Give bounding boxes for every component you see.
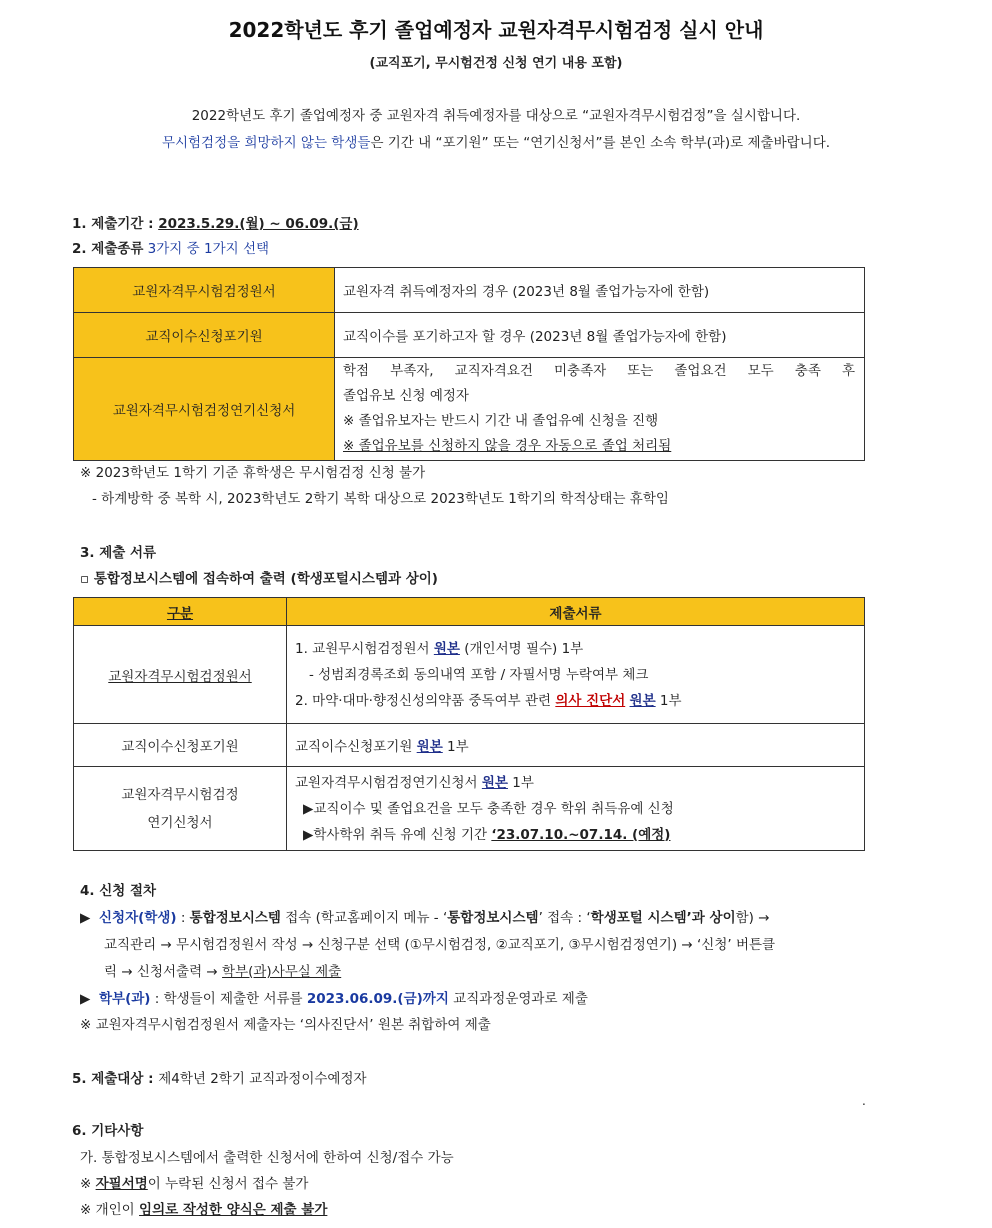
type-desc: 학점 부족자, 교직자격요건 미충족자 또는 졸업요건 모두 충족 후 졸업유보 신청 예정자 ※ 졸업유보자는 반드시 기간 내 졸업유예 신청을 진행 ※ 졸업유보를 신청하지 않을 경우 자동으로 졸업 처리됨 — [335, 358, 865, 461]
procedure-student: ▶ 신청자(학생) : 통합정보시스템 접속 (학교홈페이지 메뉴 - ‘통합정보시스템’ 접속 : ‘학생포털 시스템’과 상이함) → — [80, 910, 770, 926]
submission-types-table — [73, 267, 865, 461]
documents-table — [73, 597, 865, 851]
section-6-heading: 6. 기타사항 — [72, 1123, 144, 1139]
header-kind: 구분 — [74, 598, 287, 626]
doc-list: 1. 교원무시험검정원서 원본 (개인서명 필수) 1부 - 성범죄경록조회 동의내역 포함 / 자필서명 누락여부 체크 2. 마약·대마·향정신성의약품 중독여부 관련 의사 진단서 원본 1부 — [287, 626, 865, 724]
section-2-heading: 2. 제출종류 3가지 중 1가지 선택 — [72, 241, 270, 257]
table-header-row — [74, 598, 865, 626]
submission-period: 2023.5.29.(월) ~ 06.09.(금) — [158, 216, 359, 232]
section-3-sub: ▫ 통합정보시스템에 접속하여 출력 (학생포털시스템과 상이) — [80, 571, 438, 587]
misc-item-2: ※ 자필서명이 누락된 신청서 접수 불가 — [80, 1176, 309, 1192]
doc-kind: 교직이수신청포기원 — [74, 724, 287, 767]
doc-kind: 교원자격무시험검정원서 — [74, 626, 287, 724]
doc-list: 교원자격무시험검정연기신청서 원본 1부 ▶교직이수 및 졸업요건을 모두 충족한 경우 학위 취득유예 신청 ▶학사학위 취득 유예 신청 기간 ‘23.07.10.~07.14. (예정) — [287, 767, 865, 851]
procedure-student-line-3: 릭 → 신청서출력 → 학부(과)사무실 제출 — [104, 964, 342, 980]
stray-dot: . — [862, 1094, 866, 1108]
table-row — [74, 313, 865, 358]
header-docs: 제출서류 — [287, 598, 865, 626]
section-1-period: 1. 제출기간 : 2023.5.29.(월) ~ 06.09.(금) — [72, 216, 359, 232]
procedure-student-line-2: 교직관리 → 무시험검정원서 작성 → 신청구분 선택 (①무시험검정, ②교직포기, ③무시험검정연기) → ‘신청’ 버튼클 — [104, 937, 776, 953]
intro-line-1: 2022학년도 후기 졸업예정자 중 교원자격 취득예정자를 대상으로 “교원자격무시험검정”을 실시합니다. — [191, 108, 801, 124]
table-row — [74, 268, 865, 313]
type-name: 교직이수신청포기원 — [74, 313, 335, 358]
page-title: 2022학년도 후기 졸업예정자 교원자격무시험검정 실시 안내 — [228, 18, 764, 42]
intro-highlight: 무시험검정을 희망하지 않는 학생들 — [161, 135, 371, 151]
doc-kind: 교원자격무시험검정 연기신청서 — [74, 767, 287, 851]
type-desc: 교원자격 취득예정자의 경우 (2023년 8월 졸업가능자에 한함) — [335, 268, 865, 313]
type-desc: 교직이수를 포기하고자 할 경우 (2023년 8월 졸업가능자에 한함) — [335, 313, 865, 358]
misc-item-3: ※ 개인이 임의로 작성한 양식은 제출 불가 — [80, 1202, 328, 1218]
type-name: 교원자격무시험검정연기신청서 — [74, 358, 335, 461]
page-subtitle: (교직포기, 무시험건정 신청 연기 내용 포함) — [369, 56, 623, 71]
doc-list: 교직이수신청포기원 원본 1부 — [287, 724, 865, 767]
table-row — [74, 724, 865, 767]
procedure-note: ※ 교원자격무시험검정원서 제출자는 ‘의사진단서’ 원본 취합하여 제출 — [80, 1017, 491, 1033]
procedure-department: ▶ 학부(과) : 학생들이 제출한 서류를 2023.06.09.(금)까지 교직과정운영과로 제출 — [80, 991, 588, 1007]
table-row — [74, 626, 865, 724]
type-name: 교원자격무시험검정원서 — [74, 268, 335, 313]
section-5-target: 5. 제출대상 : 제4학년 2학기 교직과정이수예정자 — [72, 1071, 367, 1087]
table-row — [74, 358, 865, 461]
table-row — [74, 767, 865, 851]
intro-line-2: 무시험검정을 희망하지 않는 학생들은 기간 내 “포기원” 또는 “연기신청서”를 본인 소속 학부(과)로 제출바랍니다. — [161, 135, 831, 151]
note-leave-of-absence: ※ 2023학년도 1학기 기준 휴학생은 무시험검정 신청 불가 — [80, 465, 426, 481]
misc-item-1: 가. 통합정보시스템에서 출력한 신청서에 한하여 신청/접수 가능 — [80, 1150, 454, 1166]
section-3-heading: 3. 제출 서류 — [80, 545, 157, 561]
section-4-heading: 4. 신청 절차 — [80, 883, 157, 899]
note-return-to-school: - 하계방학 중 복학 시, 2023학년도 2학기 복학 대상으로 2023학년도 1학기의 학적상태는 휴학임 — [92, 491, 669, 507]
